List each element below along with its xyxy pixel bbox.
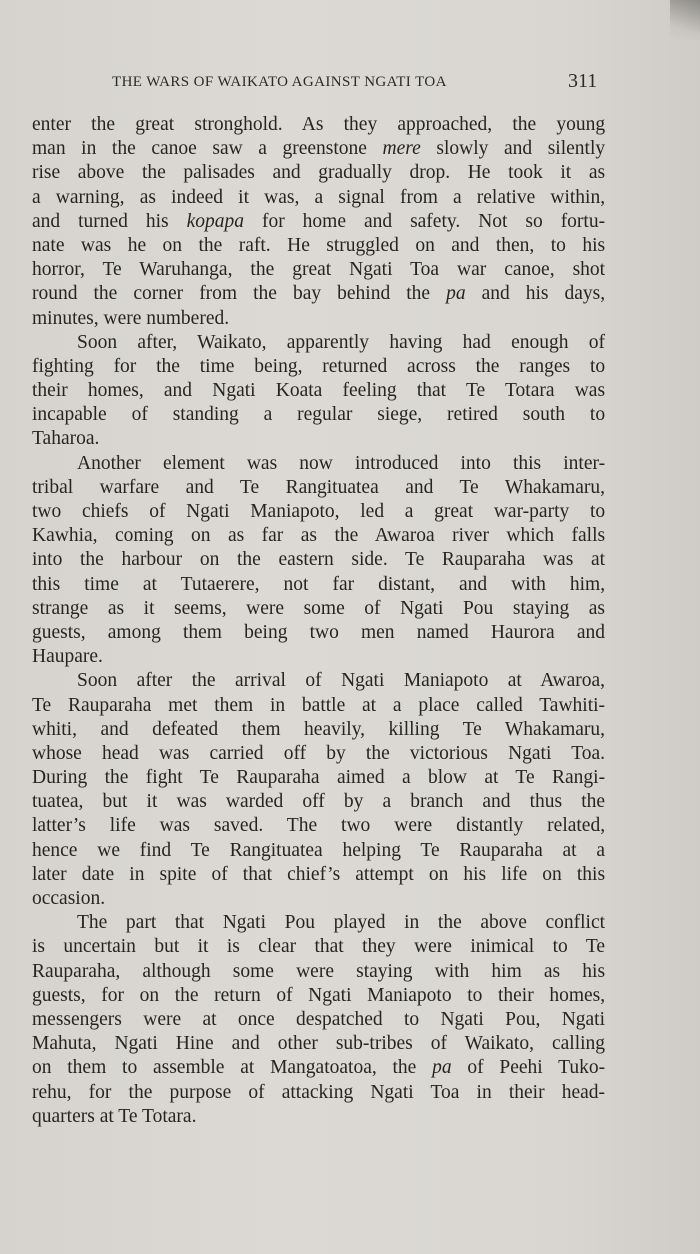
text-line: this time at Tutaerere, not far distant, and with him, [32,573,606,595]
page-number: 311 [568,70,598,92]
text-line: on them to assemble at Mangatoatoa, the pa of Peehi Tuko- [32,1057,606,1079]
text-line: rise above the palisades and gradually drop. He took it as [32,162,606,184]
text-line: fighting for the time being, returned across the ranges to [32,355,606,377]
text-line: tuatea, but it was warded off by a branch and thus the [32,791,606,813]
text-line: Kawhia, coming on as far as the Awaroa river which falls [32,525,606,547]
text-line: rehu, for the purpose of attacking Ngati Toa in their head- [32,1081,605,1103]
page-corner-shadow [670,0,700,40]
running-header [112,70,612,96]
text-line: round the corner from the bay behind the pa and his days, [32,283,606,305]
text-line: During the fight Te Rauparaha aimed a blow at Te Rangi- [32,767,606,789]
body-text [32,113,605,1129]
running-title: THE WARS OF WAIKATO AGAINST NGATI TOA [112,74,447,90]
text-line: nate was he on the raft. He struggled on and then, to his [32,234,606,256]
text-line: Te Rauparaha met them in battle at a place called Tawhiti- [32,694,606,716]
text-line: latter’s life was saved. The two were distantly related, [32,815,606,837]
text-line: whose head was carried off by the victorious Ngati Toa. [32,742,606,764]
text-line: strange as it seems, were some of Ngati Pou staying as [32,597,605,619]
paragraph-first-line: The part that Ngati Pou played in the above conflict [77,912,606,934]
text-line: later date in spite of that chief’s attempt on his life on this [32,863,606,885]
paragraph-last-line: quarters at Te Totara. [32,1105,197,1127]
text-line: man in the canoe saw a greenstone mere slowly and silently [32,138,606,160]
text-line: guests, for on the return of Ngati Maniapoto to their homes, [32,984,606,1006]
paragraph-first-line: Soon after, Waikato, apparently having had enough of [77,331,605,353]
text-line: guests, among them being two men named Haurora and [32,621,606,643]
text-line: whiti, and defeated them heavily, killing Te Whakamaru, [32,718,606,740]
text-line: horror, Te Waruhanga, the great Ngati Toa war canoe, shot [32,259,606,281]
text-line: into the harbour on the eastern side. Te Rauparaha was at [32,549,606,571]
paragraph-last-line: Taharoa. [32,428,100,450]
text-line: enter the great stronghold. As they approached, the young [32,114,606,135]
text-line: two chiefs of Ngati Maniapoto, led a great war-party to [32,501,606,522]
text-line: a warning, as indeed it was, a signal from a relative within, [32,186,606,208]
text-line: is uncertain but it is clear that they were inimical to Te [32,936,606,958]
text-line: hence we find Te Rangituatea helping Te Rauparaha at a [32,839,606,861]
paragraph-last-line: occasion. [32,888,106,909]
text-line: Rauparaha, although some were staying with him as his [32,960,606,982]
paragraph-last-line: minutes, were numbered. [32,307,230,329]
text-line: and turned his kopapa for home and safety. Not so fortu- [32,210,606,232]
text-line: messengers were at once despatched to Ngati Pou, Ngati [32,1008,606,1030]
text-line: incapable of standing a regular siege, retired south to [32,404,606,426]
text-line: their homes, and Ngati Koata feeling that Te Totara was [32,380,606,402]
text-line: tribal warfare and Te Rangituatea and Te Whakamaru, [32,476,605,498]
paragraph-last-line: Haupare. [32,646,103,668]
paragraph-first-line: Soon after the arrival of Ngati Maniapoto at Awaroa, [77,670,606,692]
paragraph-first-line: Another element was now introduced into this inter- [77,452,606,474]
text-line: Mahuta, Ngati Hine and other sub-tribes of Waikato, calling [32,1033,606,1055]
